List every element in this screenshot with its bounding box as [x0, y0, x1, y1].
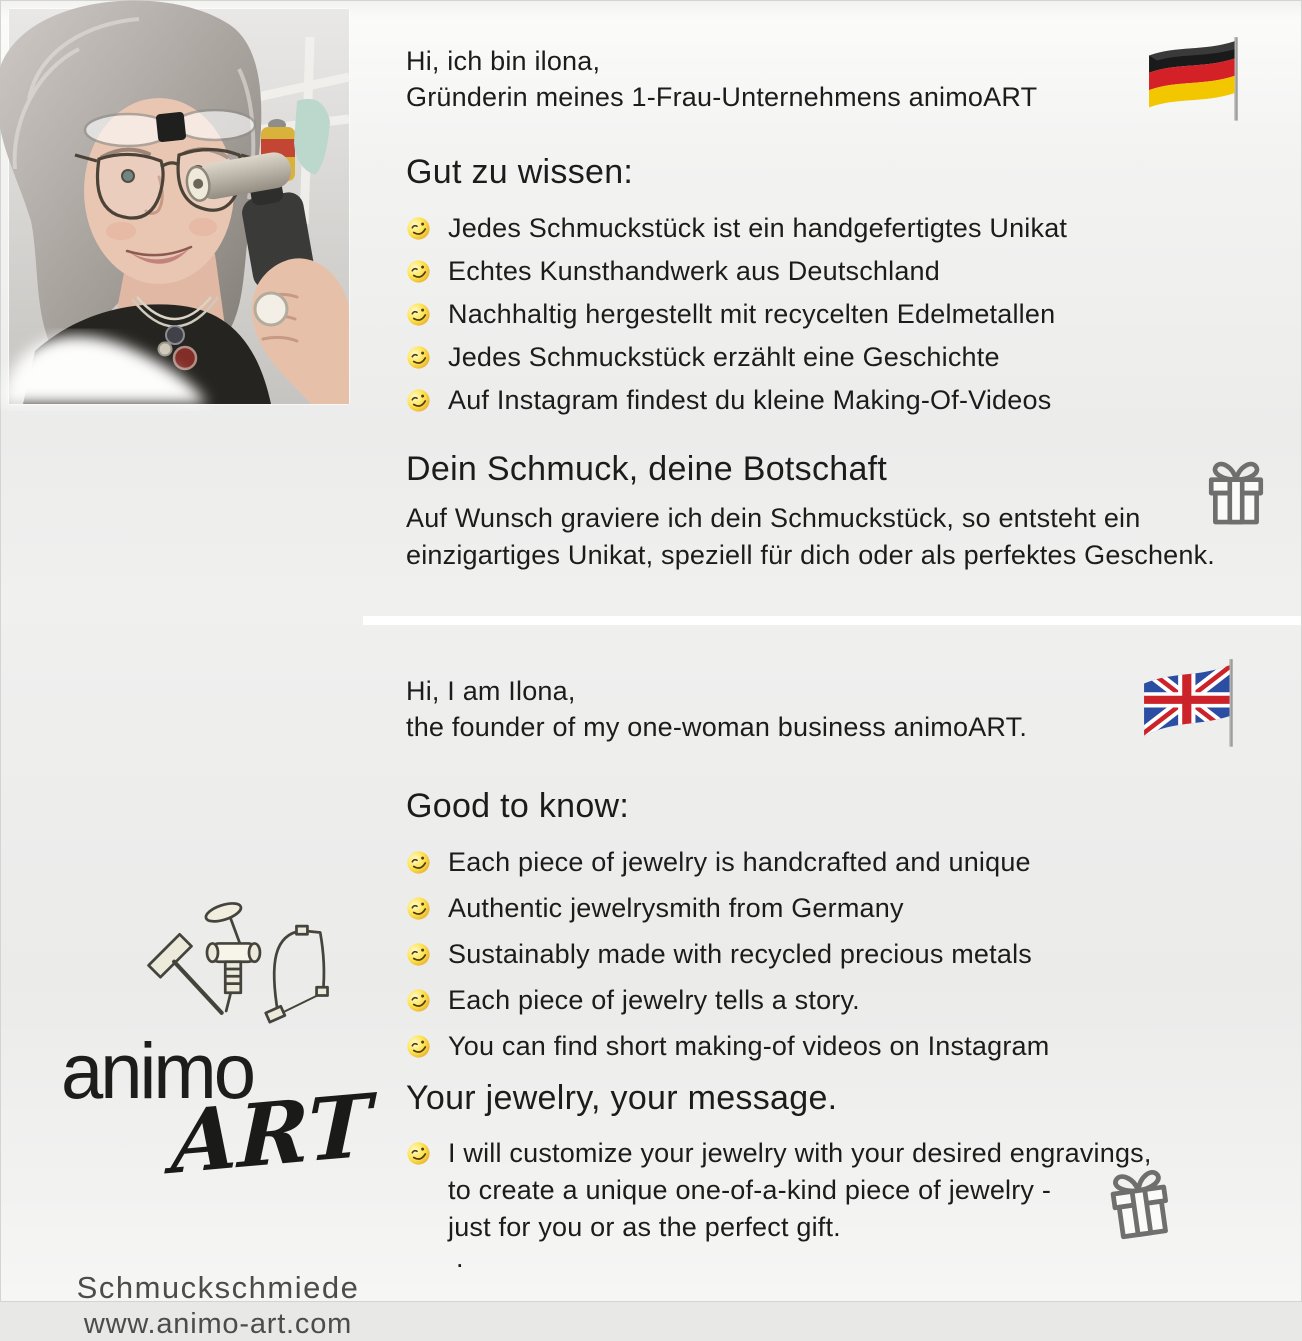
bullet-text: Jedes Schmuckstück ist ein handgefertigtes Unikat: [448, 213, 1068, 243]
bullet-item: [406, 293, 1286, 336]
brand-url: www.animo-art.com: [83, 1308, 353, 1340]
wink-smiley-icon: [406, 345, 431, 370]
bullet-text: Authentic jewelrysmith from Germany: [448, 892, 904, 923]
brand-name: [53, 1027, 383, 1274]
wink-smiley-icon: [406, 942, 431, 967]
english-section: [406, 673, 1286, 1246]
german-paragraph-line-1: Auf Wunsch graviere ich dein Schmuckstück, so entsteht ein: [406, 503, 1141, 533]
german-bullet-list: [406, 207, 1286, 422]
german-subheading: Dein Schmuck, deine Botschaft: [406, 450, 888, 488]
german-paragraph: [406, 500, 1286, 574]
english-subheading: Your jewelry, your message.: [406, 1079, 838, 1117]
bullet-text: Jedes Schmuckstück erzählt eine Geschichte: [448, 342, 1000, 372]
english-intro-line-1: Hi, I am Ilona,: [406, 676, 576, 706]
german-paragraph-line-2: einzigartiges Unikat, speziell für dich oder als perfektes Geschenk.: [406, 540, 1215, 570]
bullet-text: Each piece of jewelry tells a story.: [448, 984, 860, 1015]
bullet-item: [406, 379, 1286, 422]
bullet-text: Sustainably made with recycled precious metals: [448, 938, 1032, 969]
bullet-text: Each piece of jewelry is handcrafted and unique: [448, 846, 1031, 877]
wink-smiley-icon: [406, 388, 431, 413]
english-bullet-list: [406, 839, 1286, 1069]
brand-tagline: Schmuckschmiede: [76, 1270, 360, 1305]
brand-name-animo: animo: [61, 1027, 253, 1116]
bullet-text: You can find short making-of videos on Instagram: [448, 1030, 1050, 1061]
english-paragraph-line-1: I will customize your jewelry with your desired engravings,: [448, 1138, 1152, 1168]
bullet-text: Auf Instagram findest du kleine Making-Of-Videos: [448, 385, 1052, 415]
bullet-item: [406, 250, 1286, 293]
gift-icon: [1204, 457, 1268, 527]
bullet-item: [406, 207, 1286, 250]
bullet-item: [406, 336, 1286, 379]
wink-smiley-icon: [406, 216, 431, 241]
uk-flag-icon: [1142, 653, 1254, 753]
wink-smiley-icon: [406, 850, 431, 875]
brand-name-art: ART: [170, 1074, 373, 1195]
section-divider: [363, 616, 1301, 625]
founder-portrait-illustration: [9, 9, 349, 404]
bullet-item: [406, 839, 1286, 885]
english-intro-line-2: the founder of my one-woman business animoART.: [406, 712, 1028, 742]
bullet-text: Echtes Kunsthandwerk aus Deutschland: [448, 256, 940, 286]
german-intro-line-2: Gründerin meines 1-Frau-Unternehmens animoART: [406, 82, 1038, 112]
bullet-item: [406, 1023, 1286, 1069]
brand-logo: [53, 894, 383, 1341]
jeweler-tools-icon: [123, 894, 333, 1044]
english-heading: Good to know:: [406, 787, 630, 825]
trailing-period: .: [456, 1243, 464, 1273]
english-paragraph-line-2: to create a unique one-of-a-kind piece of jewelry -: [448, 1175, 1052, 1205]
wink-smiley-icon: [406, 302, 431, 327]
bullet-item: [406, 977, 1286, 1023]
wink-smiley-icon: [406, 1141, 431, 1166]
english-paragraph-line-3: just for you or as the perfect gift.: [448, 1212, 841, 1242]
wink-smiley-icon: [406, 1034, 431, 1059]
german-intro-line-1: Hi, ich bin ilona,: [406, 46, 601, 76]
bullet-text: Nachhaltig hergestellt mit recycelten Edelmetallen: [448, 299, 1056, 329]
wink-smiley-icon: [406, 259, 431, 284]
gift-icon: [1102, 1163, 1177, 1242]
wink-smiley-icon: [406, 988, 431, 1013]
bullet-item: [406, 885, 1286, 931]
bullet-item: [406, 931, 1286, 977]
english-paragraph: [448, 1135, 1152, 1246]
founder-portrait-photo: [9, 9, 349, 404]
german-heading: Gut zu wissen:: [406, 153, 634, 191]
germany-flag-icon: [1147, 29, 1259, 125]
wink-smiley-icon: [406, 896, 431, 921]
